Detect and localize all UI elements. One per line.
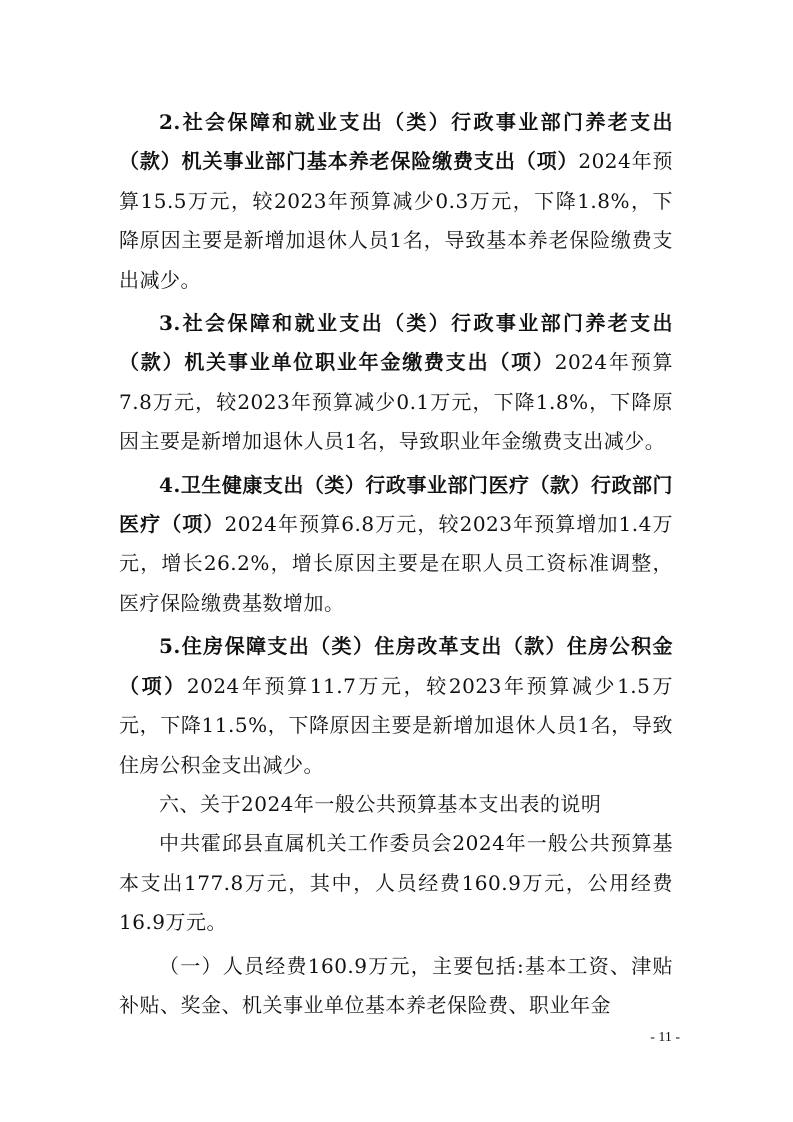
paragraph-heading: 5.住房保障支出（类）住房改革支出（款）住房公积金（项） [119,634,673,698]
page-content [119,103,673,1025]
paragraph-occupational-annuity [119,304,673,462]
paragraph-text: 2024年预算15.5万元，较2023年预算减少0.3万元，下降1.8%，下降原因主要是新增加退休人员1名，导致基本养老保险缴费支出减少。 [119,149,673,292]
paragraph-heading: 2.社会保障和就业支出（类）行政事业部门养老支出（款）机关事业部门基本养老保险缴费支出（项） [119,110,673,174]
subsection-personnel-expenses: （一）人员经费160.9万元，主要包括:基本工资、津贴补贴、奖金、机关事业单位基本养老保险费、职业年金 [119,953,673,1017]
paragraph-heading: 3.社会保障和就业支出（类）行政事业部门养老支出（款）机关事业单位职业年金缴费支出（项） [119,311,673,375]
paragraph-text: 2024年预算11.7万元，较2023年预算减少1.5万元，下降11.5%，下降原因主要是新增加退休人员1名，导致住房公积金支出减少。 [119,673,673,777]
paragraph-text: 2024年预算7.8万元，较2023年预算减少0.1万元，下降1.8%，下降原因主要是新增加退休人员1名，导致职业年金缴费支出减少。 [119,350,673,454]
paragraph-text: 2024年预算6.8万元，较2023年预算增加1.4万元，增长26.2%，增长原因主要是在职人员工资标准调整，医疗保险缴费基数增加。 [119,512,673,615]
paragraph-housing-fund [119,627,673,785]
paragraph-heading: 4.卫生健康支出（类）行政事业部门医疗（款）行政部门医疗（项） [119,472,673,537]
paragraph-social-security-pension [119,103,673,300]
page-number: - 11 - [650,1030,680,1045]
section-body: 中共霍邱县直属机关工作委员会2024年一般公共预算基本支出177.8万元，其中，人员经费160.9万元，公用经费16.9万元。 [119,831,673,935]
paragraph-health-expenditure [119,466,673,624]
section-title: 六、关于2024年一般公共预算基本支出表的说明 [159,791,602,816]
